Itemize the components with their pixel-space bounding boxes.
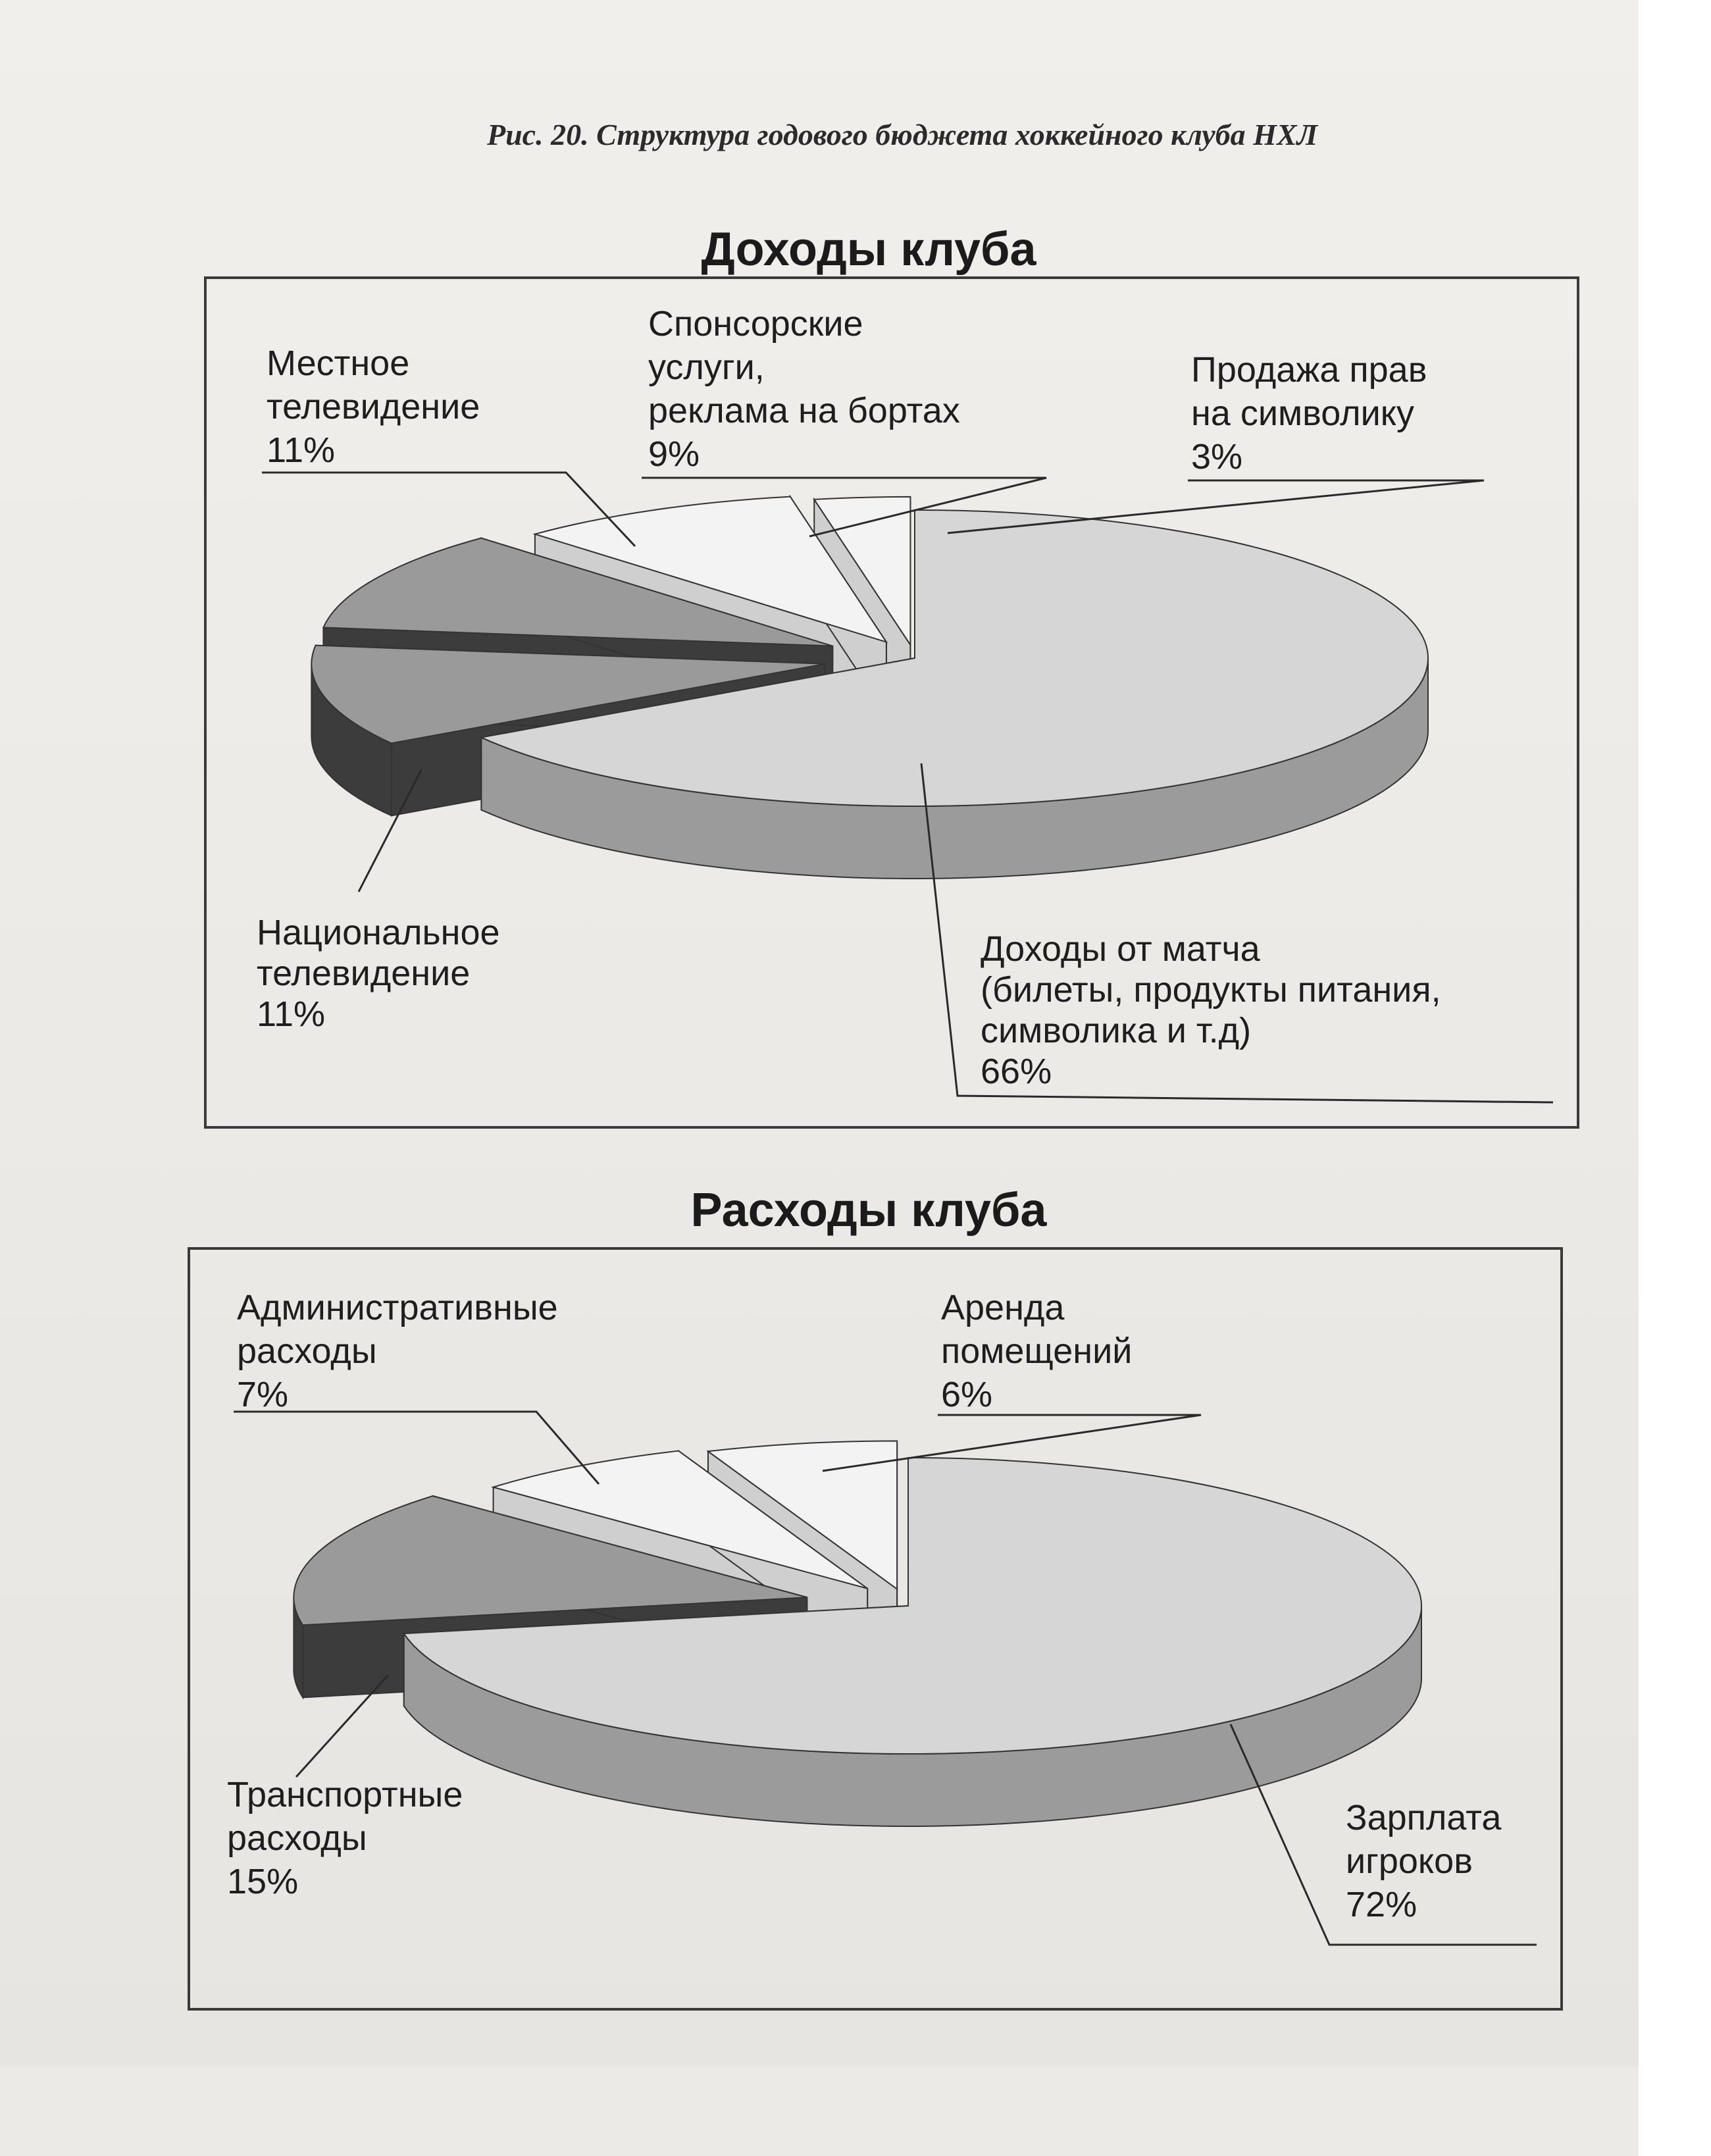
pie-chart-income (257, 304, 1553, 1102)
income-chart-title: Доходы клуба (701, 223, 1036, 276)
slice-name-label: Транспортные (227, 1775, 463, 1814)
slice-name-label: (билеты, продукты питания, (981, 970, 1441, 1010)
slice-name-label: Спонсорские (648, 304, 863, 344)
slice-label-group (234, 1288, 599, 1484)
slice-label-group (948, 350, 1484, 533)
slice-name-label: реклама на бортах (648, 391, 960, 430)
slice-name-label: Административные (237, 1288, 558, 1327)
slice-name-label: Аренда (941, 1288, 1065, 1327)
slice-value-label: 15% (227, 1862, 299, 1901)
slice-value-label: 3% (1191, 437, 1243, 476)
slice-name-label: расходы (237, 1331, 377, 1371)
slice-name-label: Продажа прав (1191, 350, 1427, 390)
slice-name-label: услуги, (648, 347, 765, 387)
slice-value-label: 72% (1346, 1885, 1417, 1924)
slice-name-label: Зарплата (1346, 1798, 1502, 1837)
expense-chart-title: Расходы клуба (690, 1184, 1047, 1237)
slice-name-label: расходы (227, 1818, 367, 1858)
slice-name-label: телевидение (257, 954, 471, 993)
slice-name-label: телевидение (267, 387, 480, 426)
slice-value-label: 6% (941, 1375, 993, 1414)
slice-name-label: игроков (1346, 1841, 1473, 1881)
leader-line (948, 480, 1484, 533)
slice-value-label: 7% (237, 1375, 289, 1414)
slice-name-label: на символику (1191, 394, 1414, 433)
slice-label-group (262, 344, 635, 546)
slice-value-label: 9% (648, 434, 700, 474)
slice-value-label: 11% (257, 994, 326, 1034)
slice-value-label: 66% (981, 1052, 1052, 1091)
slice-value-label: 11% (267, 430, 336, 470)
slice-name-label: символика и т.д) (981, 1011, 1252, 1050)
slice-name-label: помещений (941, 1331, 1133, 1371)
figure-caption: Рис. 20. Структура годового бюджета хоккейного клуба НХЛ (487, 118, 1318, 151)
slice-name-label: Национальное (257, 913, 500, 952)
slice-name-label: Доходы от матча (981, 929, 1260, 969)
pie-chart-expense (227, 1288, 1537, 1945)
slice-name-label: Местное (267, 344, 410, 383)
